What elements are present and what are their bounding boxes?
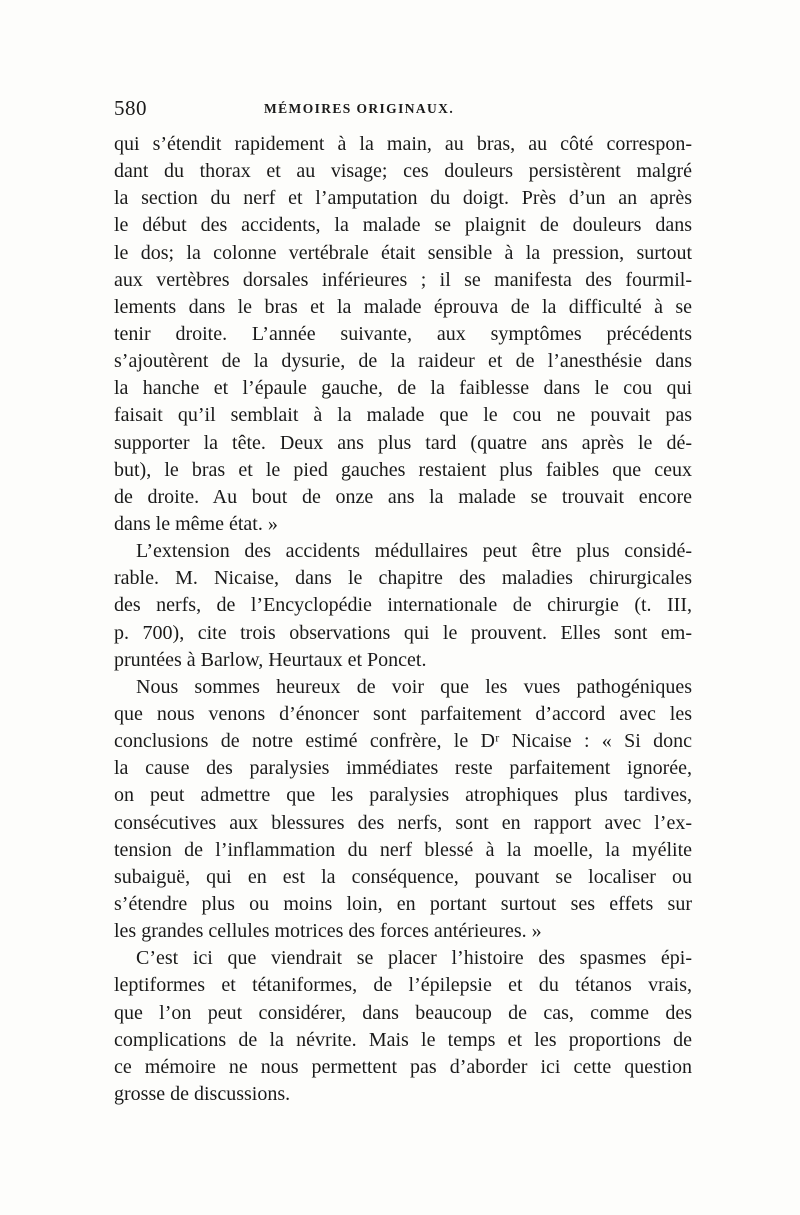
text-line: L’extension des accidents médullaires peut être plus considé- <box>136 540 692 563</box>
text-line: dans le même état. » <box>114 512 278 535</box>
text-line: de droite. Au bout de onze ans la malade se trouvait encore <box>114 485 692 508</box>
text-line: que nous venons d’énoncer sont parfaitement d’accord avec les <box>114 702 692 725</box>
text-line: tension de l’inflammation du nerf blessé à la moelle, la myélite <box>114 838 692 861</box>
text-line: lements dans le bras et la malade éprouva de la difficulté à se <box>114 295 692 318</box>
text-line: complications de la névrite. Mais le temps et les proportions de <box>114 1028 692 1051</box>
text-line: on peut admettre que les paralysies atrophiques plus tardives, <box>114 784 692 807</box>
text-line: s’étendre plus ou moins loin, en portant surtout ses effets sur <box>114 892 692 915</box>
text-line: le dos; la colonne vertébrale était sensible à la pression, surtout <box>114 241 692 264</box>
text-line: grosse de discussions. <box>114 1082 291 1105</box>
text-line: faisait qu’il semblait à la malade que le cou ne pouvait pas <box>114 404 692 427</box>
text-line: la section du nerf et l’amputation du doigt. Près d’un an après <box>114 187 692 210</box>
text-line: rable. M. Nicaise, dans le chapitre des maladies chirurgicales <box>114 567 692 590</box>
text-line: des nerfs, de l’Encyclopédie internationale de chirurgie (t. III, <box>114 594 692 617</box>
text-line: qui s’étendit rapidement à la main, au bras, au côté correspon- <box>114 133 692 155</box>
text-line: C’est ici que viendrait se placer l’histoire des spasmes épi- <box>136 947 692 970</box>
text-line: que l’on peut considérer, dans beaucoup de cas, comme des <box>114 1001 692 1024</box>
text-line: conclusions de notre estimé confrère, le Dʳ Nicaise : « Si donc <box>114 730 692 753</box>
text-line: tenir droite. L’année suivante, aux symptômes précédents <box>114 322 692 345</box>
running-head: MÉMOIRES ORIGINAUX. <box>264 101 455 116</box>
text-line: s’ajoutèrent de la dysurie, de la raideur et de l’anesthésie dans <box>114 350 692 373</box>
text-line: pruntées à Barlow, Heurtaux et Poncet. <box>114 648 427 671</box>
text-line: leptiformes et tétaniformes, de l’épilepsie et du tétanos vrais, <box>114 974 692 997</box>
text-line: p. 700), cite trois observations qui le prouvent. Elles sont em- <box>114 621 692 644</box>
text-line: la hanche et l’épaule gauche, de la faiblesse dans le cou qui <box>114 377 692 400</box>
page-number: 580 <box>114 96 147 120</box>
text-line: consécutives aux blessures des nerfs, sont en rapport avec l’ex- <box>114 811 692 834</box>
text-line: le début des accidents, la malade se plaignit de douleurs dans <box>114 214 692 237</box>
body-text <box>114 131 692 1108</box>
page-header <box>114 96 694 124</box>
text-line: Nous sommes heureux de voir que les vues pathogéniques <box>136 675 692 698</box>
text-line: dant du thorax et au visage; ces douleurs persistèrent malgré <box>114 160 692 183</box>
text-line: supporter la tête. Deux ans plus tard (quatre ans après le dé- <box>114 431 692 454</box>
text-line: la cause des paralysies immédiates reste parfaitement ignorée, <box>114 757 692 780</box>
text-line: les grandes cellules motrices des forces antérieures. » <box>114 920 542 943</box>
text-line: aux vertèbres dorsales inférieures ; il se manifesta des fourmil- <box>114 268 692 291</box>
text-line: but), le bras et le pied gauches restaient plus faibles que ceux <box>114 458 692 481</box>
text-line: ce mémoire ne nous permettent pas d’aborder ici cette question <box>114 1055 692 1078</box>
text-line: subaiguë, qui en est la conséquence, pouvant se localiser ou <box>114 865 692 888</box>
